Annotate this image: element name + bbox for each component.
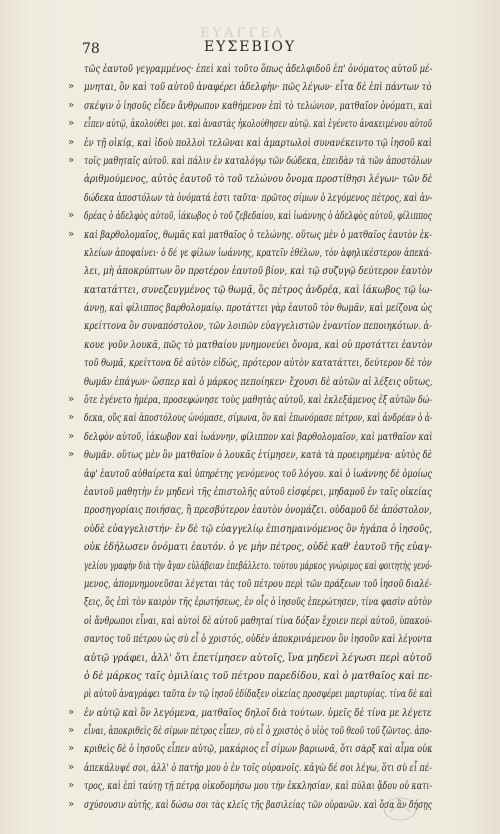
text-line-content: τοῦ θωμᾶ, κρείττονα δὲ αὐτὸν εἰδώς, πρότερον αὐτὸν κατατάττει, δεύτερον δὲ τὸν [84,357,432,370]
text-line-content: δελφὸν αὐτοῦ, ἰάκωβον καὶ ἰωάννην, φίλιππον καὶ βαρθολομαῖον, καὶ ματθαῖον καὶ [84,430,432,443]
quotation-marker: » [68,136,75,148]
text-line-content: εἶναι, ἀποκριθεὶς δὲ σίμων πέτρος εἶπεν, σὺ εἶ ὁ χριστὸς ὁ υἱὸς τοῦ θεοῦ τοῦ ζῶντος. ἀπο- [84,725,432,738]
text-line [60,520,432,538]
text-line-content: δρέας ὁ ἀδελφὸς αὐτοῦ, ἰάκωβος ὁ τοῦ ζεβεδαίου, καὶ ἰωάννης ὁ ἀδελφὸς αὐτοῦ, φίλιππος [84,210,432,223]
text-line-content: τοῖς μαθηταῖς αὐτοῦ. καὶ πάλιν ἐν καταλόγῳ τῶν δώδεκα, ἐπειδὰν τὰ τῶν ἀποστόλων [84,154,432,167]
text-line-content: οἱ ἄνθρωποι εἶναι, καὶ αὐτοὶ δὲ αὐτοῦ μαθηταί τίνα δόξαν ἔχοιεν περὶ αὐτοῦ, ὑπακού- [84,614,432,627]
text-line [60,538,432,556]
text-line [60,722,432,740]
text-line [60,465,432,483]
quotation-marker: » [68,394,75,406]
text-line [60,134,432,152]
page-number: 78 [82,41,100,57]
text-line [60,336,432,354]
text-line [60,170,432,188]
text-line [60,281,432,299]
text-line [60,428,432,446]
text-line-content: σκέψιν ὁ ἰησοῦς εἶδεν ἄνθρωπον καθήμενον ἐπὶ τὸ τελώνιον, ματθαῖον ὀνόματι, καὶ [84,99,432,112]
text-line [60,299,432,317]
text-line [60,60,432,78]
greek-text-block [60,60,432,814]
text-line-content: σαντος τοῦ πέτρου ὡς σὺ εἶ ὁ χριστός, οὐδὲν ἀποκρινάμενον ὃν ἰησοῦν καὶ λέγοντα [84,633,432,646]
text-line [60,115,432,133]
text-line-content: ἀφ' ἑαυτοῦ αὐθαίρετα καὶ ὑπηρέτης γενόμενος τοῦ λόγου. καὶ ὁ ἰωάννης δὲ ὁμοίως [84,467,432,480]
quotation-marker: » [68,449,75,461]
quotation-marker: » [68,725,75,737]
text-line-content: δώδεκα ἀποστόλων τὰ ὀνόματά ἐστι ταῦτα· πρῶτος σίμων ὁ λεγόμενος πέτρος, καὶ ἀν- [84,191,432,204]
text-line-content: προσηγορίαις ποιήσας, ἢ πρεσβύτερον ἑαυτὸν ὀνομάζει. οὐδαμοῦ δὲ ἀπόστολον, [84,504,432,517]
quotation-marker: » [68,81,75,93]
text-line-content: οὐκ ἐδήλωσεν ὀνόματι ἑαυτόν. ὁ γε μὴν πέτρος, οὐδὲ καθ' ἑαυτοῦ τῆς εὐαγ- [84,541,432,554]
text-line-content: ἐν τῇ οἰκίᾳ, καὶ ἰδοὺ πολλοὶ τελῶναι καὶ ἁμαρτωλοὶ συνανέκειντο τῷ ἰησοῦ καὶ [84,136,432,149]
text-line-content: θωμᾶν ἐπάγων· ὥσπερ καὶ ὁ μάρκος πεποίηκεν· ἔχουσι δὲ αὐτῶν αἱ λέξεις οὕτως, [84,375,432,388]
bleed-through-text: ΕΥΑΓΓΕΛ [200,26,286,41]
text-line-content: μνηται, ὃν καὶ τοῦ αὐτοῦ ἀναφέρει ἀδελφὴν· πῶς λέγων· εἶτα δὲ ἐπὶ πάντων τὸ [84,81,432,94]
text-line-content: σχύσουσιν αὐτῆς, καὶ δώσω σοι τὰς κλεῖς τῆς βασιλείας τῶν οὐρανῶν. καὶ ὅσα ἂν δήσῃς [84,798,432,811]
text-line [60,446,432,464]
text-line [60,483,432,501]
text-line [60,152,432,170]
text-line-content: τρος, καὶ ἐπὶ ταύτῃ τῇ πέτρᾳ οἰκοδομήσω μου τὴν ἐκκλησίαν, καὶ πύλαι ᾅδου οὐ κατι- [84,780,432,793]
text-line [60,409,432,427]
text-line-content: αὐτῷ γράφει, ἀλλ' ὅτι ἐπετίμησεν αὐτοῖς, ἵνα μηδενὶ λέγωσι περὶ αὐτοῦ [84,651,432,664]
text-line-content: κατατάττει, συνεζευγμένος τῷ θωμᾷ, ὃς πέτρος ἀνδρέᾳ, καὶ ἰάκωβος τῷ ἰω- [84,283,432,296]
text-line [60,391,432,409]
text-line-content: τῶς ἑαυτοῦ γεγραμμένος· ἐπεὶ καὶ τοῦτο ὅπως ἀδελφιδοῦ ἐπ' ὀνόματος αὐτοῦ μέ- [84,63,432,75]
quotation-marker: » [68,99,75,111]
text-line [60,78,432,96]
quotation-marker: » [68,761,75,773]
library-stamp [380,794,420,824]
text-line-content: ὅτε ἐγένετο ἡμέρα, προσεφώνησε τοὺς μαθητὰς αὐτοῦ, καὶ ἐκλεξάμενος ἐξ αὐτῶν δώ- [84,394,432,407]
quotation-marker: » [68,228,75,240]
text-line [60,685,432,703]
text-line [60,189,432,207]
running-head: ΕΥΣΕΒΙΟΥ [203,39,297,55]
text-line [60,759,432,777]
text-line [60,740,432,758]
text-line [60,796,432,814]
text-line-content: ἑαυτοῦ μαθητὴν ἐν μηδενὶ τῆς ἐπιστολῆς αὐτοῦ εἰσφέρει, μηδαμοῦ ἐν ταῖς οἰκείας [84,485,432,498]
text-line-content: δεκα, οὓς καὶ ἀποστόλους ὠνόμασε, σίμωνα, ὃν καὶ ἐπωνόμασε πέτρον, καὶ ἀνδρέαν ὁ ἀ- [84,412,432,425]
text-line-content: κουε γοῦν λουκᾶ, πῶς τὸ ματθαίου μνημονεύει ὄνομα, καὶ οὐ προτάττει ἑαυτὸν [84,338,432,351]
text-line [60,226,432,244]
text-line [60,97,432,115]
quotation-marker: » [68,210,75,222]
text-line-content: κλείων ἀποφαίνει· ὁ δέ γε φίλων ἰωάννης, κρατεῖν ἐθέλων, τὸν ἀφηλικέστερον ἀπεκά- [84,246,432,259]
text-line [60,501,432,519]
quotation-marker: » [68,118,75,130]
text-line-content: λει, μὴ ἀποκρύπτων ὃν προτέρον ἑαυτοῦ βίον, καὶ τῷ συζυγῷ δεύτερον ἑαυτὸν [84,265,432,278]
quotation-marker: » [68,430,75,442]
text-line-content: ρὶ αὐτοῦ ἀναγράφει ταῦτα ἐν τῷ ἰησοῦ ἐδίδαξεν οἰκείας προσφέρει μαρτυρίας. τίνα δὲ καὶ [84,688,432,701]
text-line-content: άννῃ, καὶ φίλιππος βαρθολομαίῳ. προτάττει γὰρ ἑαυτοῦ τὸν θωμᾶν, καὶ μείζονα ὡς [84,302,432,315]
text-line-content: μενος, ἀπομνημονεῦσαι λέγεται τὰς τοῦ πέτρου περὶ τῶν πράξεων τοῦ ἰησοῦ διαλέ- [84,577,432,590]
text-line [60,354,432,372]
text-line-content: καὶ βαρθολομαῖος, θωμᾶς καὶ ματθαῖος ὁ τελώνης. οὕτως μὲν ὁ ματθαῖος ἑαυτὸν ἐκ- [84,228,432,241]
text-line [60,207,432,225]
text-line [60,630,432,648]
quotation-marker: » [68,798,75,810]
text-line-content: ἀριθμούμενος, αὐτὸς ἑαυτοῦ τὸ τοῦ τελώνου ὄνομα προστίθησι λέγων· τῶν δὲ [84,173,432,186]
text-line-content: ἀπεκάλυψέ σοι, ἀλλ' ὁ πατήρ μου ὁ ἐν τοῖς οὐρανοῖς. κἀγὼ δέ σοι λέγω, ὅτι σὺ εἶ πέ- [84,761,432,774]
quotation-marker: » [68,412,75,424]
text-line-content: οὐδὲ εὐαγγελιστήν· ἐν δὲ τῷ εὐαγγελίῳ ἐπισημαινόμενος ὃν ἠγάπα ὁ ἰησοῦς, [84,522,432,535]
text-line [60,704,432,722]
text-line-content: κριθεὶς δὲ ὁ ἰησοῦς εἶπεν αὐτῷ, μακάριος εἶ σίμων βαριωνᾶ, ὅτι σὰρξ καὶ αἷμα οὐκ [84,743,432,756]
text-line [60,575,432,593]
text-line [60,557,432,575]
quotation-marker: » [68,154,75,166]
text-line-content: ξεις, ὃς ἐπὶ τὸν καιρὸν τῆς ἐρωτήσεως, ἐν οἷς ὁ ἰησοῦς ἐπερώτησεν, τίνα φασὶν αὐτὸν [84,596,432,609]
quotation-marker: » [68,743,75,755]
text-line [60,317,432,335]
text-line-content: θωμᾶν. οὕτως μὲν ὃν ματθαῖον ὁ λουκᾶς ἐτίμησεν, κατὰ τὰ προειρημένα· αὐτὸς δὲ [84,449,432,462]
text-line [60,612,432,630]
text-line [60,667,432,685]
text-line [60,777,432,795]
text-line-content: γελίου γραφὴν διὰ τὴν ἄγαν εὐλάβειαν ἐπεβάλλετο. τούτου μάρκος γνώριμος καὶ φοιτητὴς γενό- [84,559,432,572]
text-line-content: ὁ δὲ μάρκος ταῖς ὁμιλίαις τοῦ πέτρου παρεδίδου, καὶ ὁ ματθαῖος καὶ πε- [84,669,432,682]
text-line [60,649,432,667]
text-line [60,373,432,391]
text-line [60,593,432,611]
text-line-content: ἐν αὐτῷ καὶ ὃν λεγόμενα, ματθαῖος δηλοῖ διὰ τούτων. ὑμεῖς δὲ τίνα με λέγετε [84,706,432,719]
text-line-content: κρείττονα ὃν συναπόστολον, τῶν λοιπῶν εὐαγγελιστῶν ἐναντίον πεποιηκότων. ἀ- [84,320,432,333]
text-line-content: εἶπεν αὐτῷ, ἀκολούθει μοι. καὶ ἀναστὰς ἠκολούθησεν αὐτῷ. καὶ ἐγένετο ἀνακειμένου αὐτοῦ [84,118,432,131]
quotation-marker: » [68,780,75,792]
text-line [60,244,432,262]
text-line [60,262,432,280]
quotation-marker: » [68,706,75,718]
